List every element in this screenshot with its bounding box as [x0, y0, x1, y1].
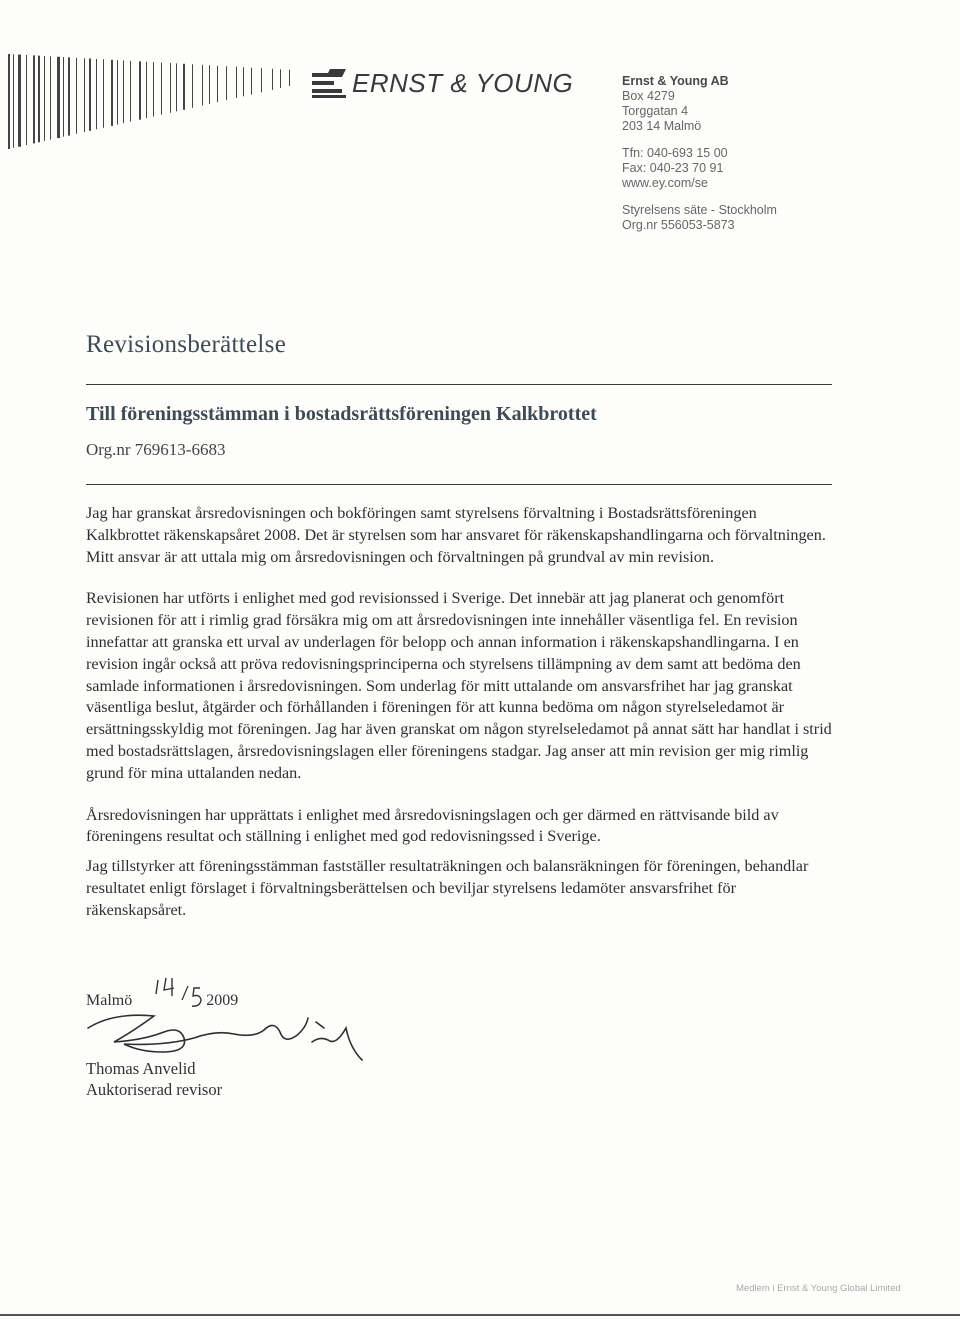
signer-title: Auktoriserad revisor: [86, 1080, 223, 1099]
address-street: Torggatan 4: [622, 104, 689, 118]
address-city: 203 14 Malmö: [622, 119, 702, 133]
place: Malmö: [86, 992, 133, 1009]
phone-number: Tfn: 040-693 15 00: [622, 146, 728, 160]
address-box: Box 4279: [622, 89, 675, 103]
company-orgnr: Org.nr 556053-5873: [622, 218, 735, 232]
signer-block: [86, 1058, 222, 1100]
document-subtitle: Till föreningsstämman i bostadsrättsföreningen Kalkbrottet: [86, 403, 597, 425]
ernst-young-logo: [312, 68, 573, 99]
paragraph-recommendation: Jag tillstyrker att föreningsstämman fastställer resultaträkningen och balansräkningen för föreningen, behandlar resultatet enligt förslaget i förvaltningsberättelsen och beviljar styrelsens ledamöter ansvarsfrihet för räkenskapsåret.: [86, 857, 809, 919]
barcode-strip: [8, 40, 308, 150]
document-title: Revisionsberättelse: [86, 331, 287, 358]
divider-bottom: [86, 484, 832, 485]
signer-name: Thomas Anvelid: [86, 1059, 196, 1078]
website: www.ey.com/se: [622, 176, 708, 190]
footer-membership: Medlem i Ernst & Young Global Limited: [736, 1283, 901, 1294]
ey-logo-icon: [312, 69, 346, 99]
paragraph-scope: Jag har granskat årsredovisningen och bokföringen samt styrelsens förvaltning i Bostadsrättsföreningen Kalkbrottet räkenskapsåret 2008. Det är styrelsen som har ansvaret för räkenskapshandlingarna och förvaltningen. Mitt ansvar är att uttala mig om årsredovisningen och förvaltningen på grundval av min revision.: [86, 504, 826, 566]
year: 2009: [206, 992, 239, 1009]
fax-number: Fax: 040-23 70 91: [622, 161, 724, 175]
board-seat: Styrelsens säte - Stockholm: [622, 203, 777, 217]
paragraph-method: Revisionen har utförts i enlighet med god revisionssed i Sverige. Det innebär att jag planerat och genomfört revisionen för att i rimlig grad försäkra mig om att årsredovisningen inte innehåller väsentliga fel. En revision innefattar att granska ett urval av underlagen för belopp och annan information i räkenskapshandlingarna. I en revision ingår också att pröva redovisningsprinciperna och styrelsens tillämpning av dem samt att bedöma den samlade informationen i årsredovisningen. Som underlag för mitt uttalande om ansvarsfrihet har jag granskat väsentliga beslut, åtgärder och förhållanden i föreningen för att kunna bedöma om någon styrelseledamot är ersättningsskyldig mot föreningen. Jag har även granskat om någon styrelseledamot på annat sätt har handlat i strid med bostadsrättslagen, årsredovisningslagen eller föreningens stadgar. Jag anser att min revision ger mig rimlig grund för mina uttalanden nedan.: [86, 589, 832, 782]
association-orgnr: Org.nr 769613-6683: [86, 440, 226, 459]
report-body: [86, 503, 832, 942]
divider-top: [86, 384, 832, 385]
logo-text: ERNST & YOUNG: [352, 68, 574, 98]
company-name: Ernst & Young AB: [622, 74, 729, 88]
paragraph-opinion: Årsredovisningen har upprättats i enlighet med årsredovisningslagen och ger därmed en rättvisande bild av föreningens resultat och ställning i enlighet med god redovisningssed i Sverige.: [86, 805, 779, 846]
address-block: [622, 74, 922, 233]
scan-edge: [0, 1314, 960, 1316]
